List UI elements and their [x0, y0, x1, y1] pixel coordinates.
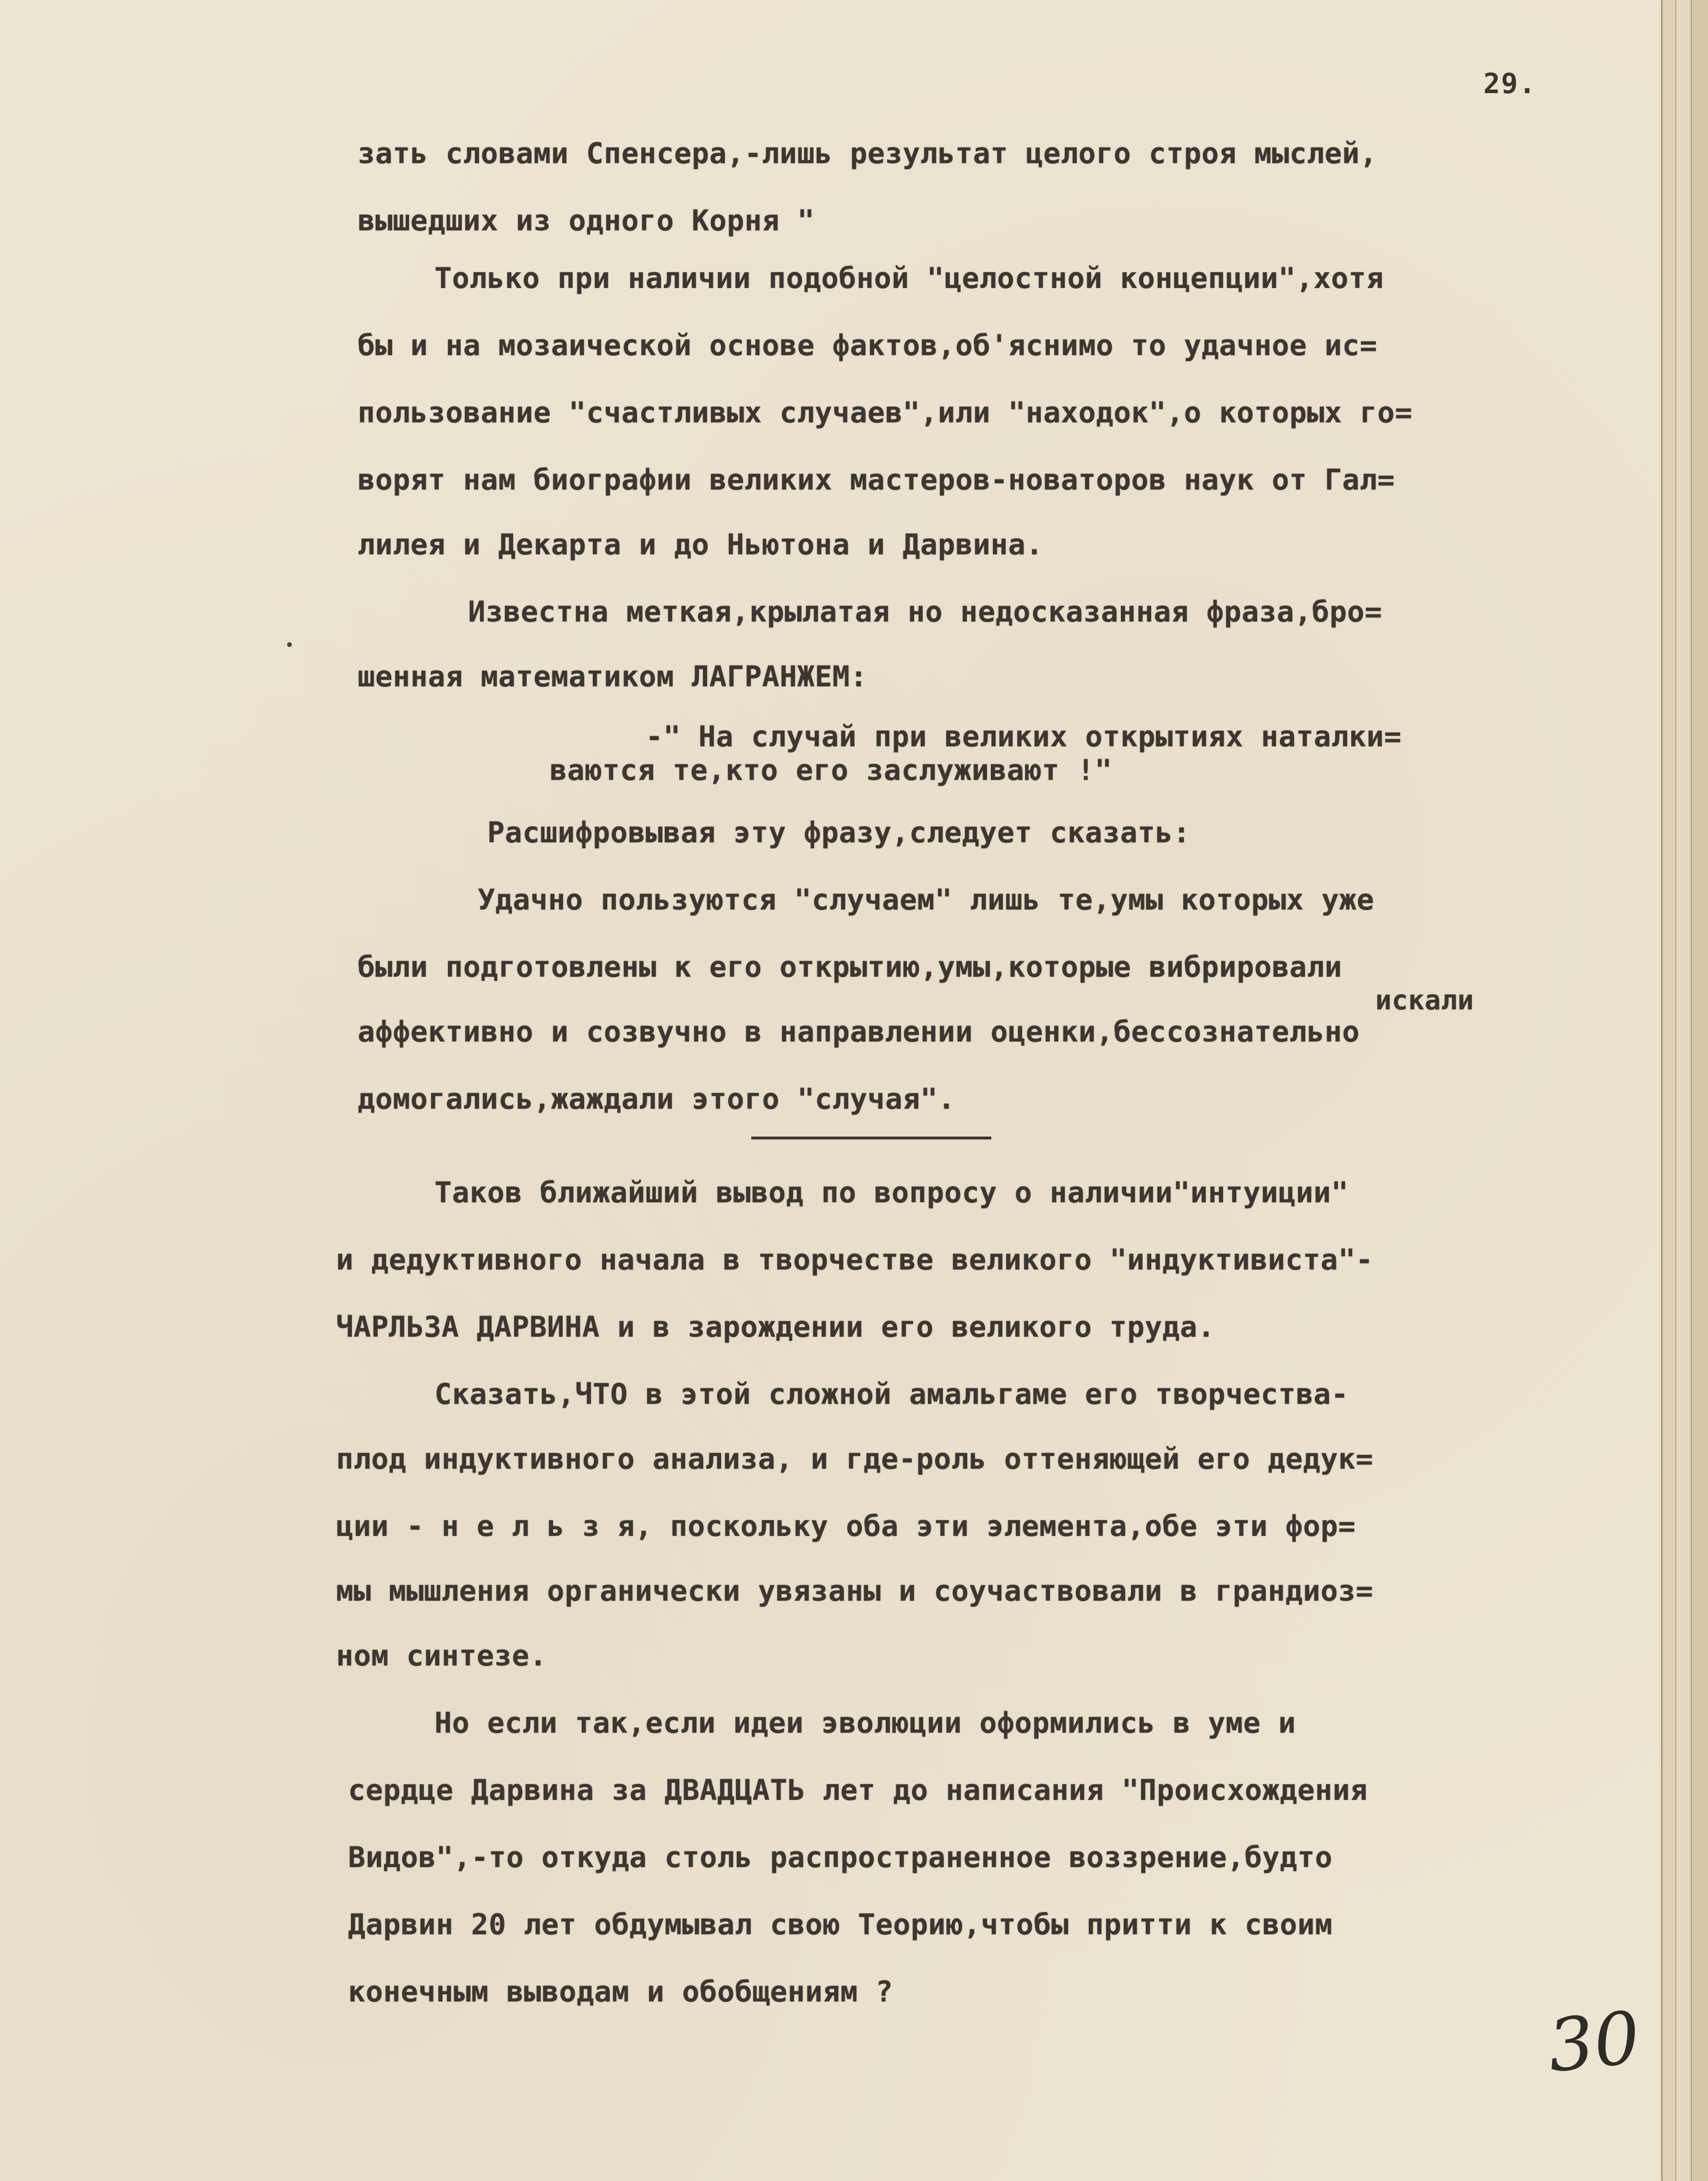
text-line: были подготовлены к его открытию,умы,которые вибрировали [358, 950, 1342, 984]
text-line: Но если так,если идеи эволюции оформились в уме и [434, 1706, 1296, 1740]
text-line: Видов",-то откуда столь распространенное воззрение,будто [348, 1841, 1333, 1874]
text-line: домогались,жаждали этого "случая". [358, 1082, 956, 1116]
text-line: Сказать,ЧТО в этой сложной амальгаме его творчества- [434, 1378, 1349, 1411]
section-divider [751, 1137, 991, 1139]
text-line: конечным выводам и обобщениям ? [348, 1975, 893, 2009]
text-line: пользование "счастливых случаев",или "находок",о которых го= [358, 396, 1413, 430]
text-line: ции - н е л ь з я, поскольку оба эти элемента,обе эти фор= [336, 1510, 1356, 1543]
text-line: лилея и Декарта и до Ньютона и Дарвина. [358, 528, 1044, 562]
text-line: бы и на мозаической основе фактов,об'яснимо то удачное ис= [358, 329, 1378, 362]
text-line: зать словами Спенсера,-лишь результат целого строя мыслей, [358, 137, 1378, 170]
ink-dot [287, 642, 292, 647]
text-line: сердце Дарвина за ДВАДЦАТЬ лет до написания "Происхождения [348, 1774, 1368, 1807]
text-line: Известна меткая,крылатая но недосказанная фраза,бро= [468, 595, 1383, 629]
text-line: Расшифровывая эту фразу,следует сказать: [487, 816, 1191, 850]
quote-line: ваются те,кто его заслуживают !" [550, 754, 1112, 787]
text-line: плод индуктивного анализа, и где-роль оттеняющей его дедук= [336, 1442, 1373, 1476]
text-line: мы мышления органически увязаны и соучаствовали в грандиоз= [336, 1574, 1373, 1608]
handwritten-insertion: искали [1375, 985, 1474, 1016]
text-line: и дедуктивного начала в творчестве великого "индуктивиста"- [336, 1243, 1373, 1277]
text-line: ном синтезе. [336, 1639, 547, 1673]
text-line: Дарвин 20 лет обдумывал свою Теорию,чтобы притти к своим [348, 1908, 1333, 1941]
quote-line: -" На случай при великих открытиях наталки= [646, 720, 1402, 754]
text-line: ЧАРЛЬЗА ДАРВИНА и в зарождении его великого труда. [336, 1310, 1215, 1344]
text-line: ворят нам биографии великих мастеров-новаторов наук от Гал= [358, 463, 1395, 497]
page-edge [1675, 0, 1691, 2181]
text-line: Только при наличии подобной "целостной концепции",хотя [434, 262, 1384, 295]
text-line: Таков ближайший вывод по вопросу о наличии"интуиции" [434, 1176, 1349, 1210]
text-line: аффективно и созвучно в направлении оценки,бессознательно [358, 1015, 1360, 1049]
page-edge [1691, 0, 1708, 2181]
handwritten-folio-number: 30 [1544, 1996, 1644, 2089]
text-line: Удачно пользуются "случаем" лишь те,умы которых уже [478, 883, 1374, 917]
page-number: 29. [1483, 67, 1537, 100]
page-edge [1662, 0, 1675, 2181]
text-line: шенная математиком ЛАГРАНЖЕМ: [358, 660, 868, 694]
text-line: вышедших из одного Корня " [358, 204, 815, 238]
